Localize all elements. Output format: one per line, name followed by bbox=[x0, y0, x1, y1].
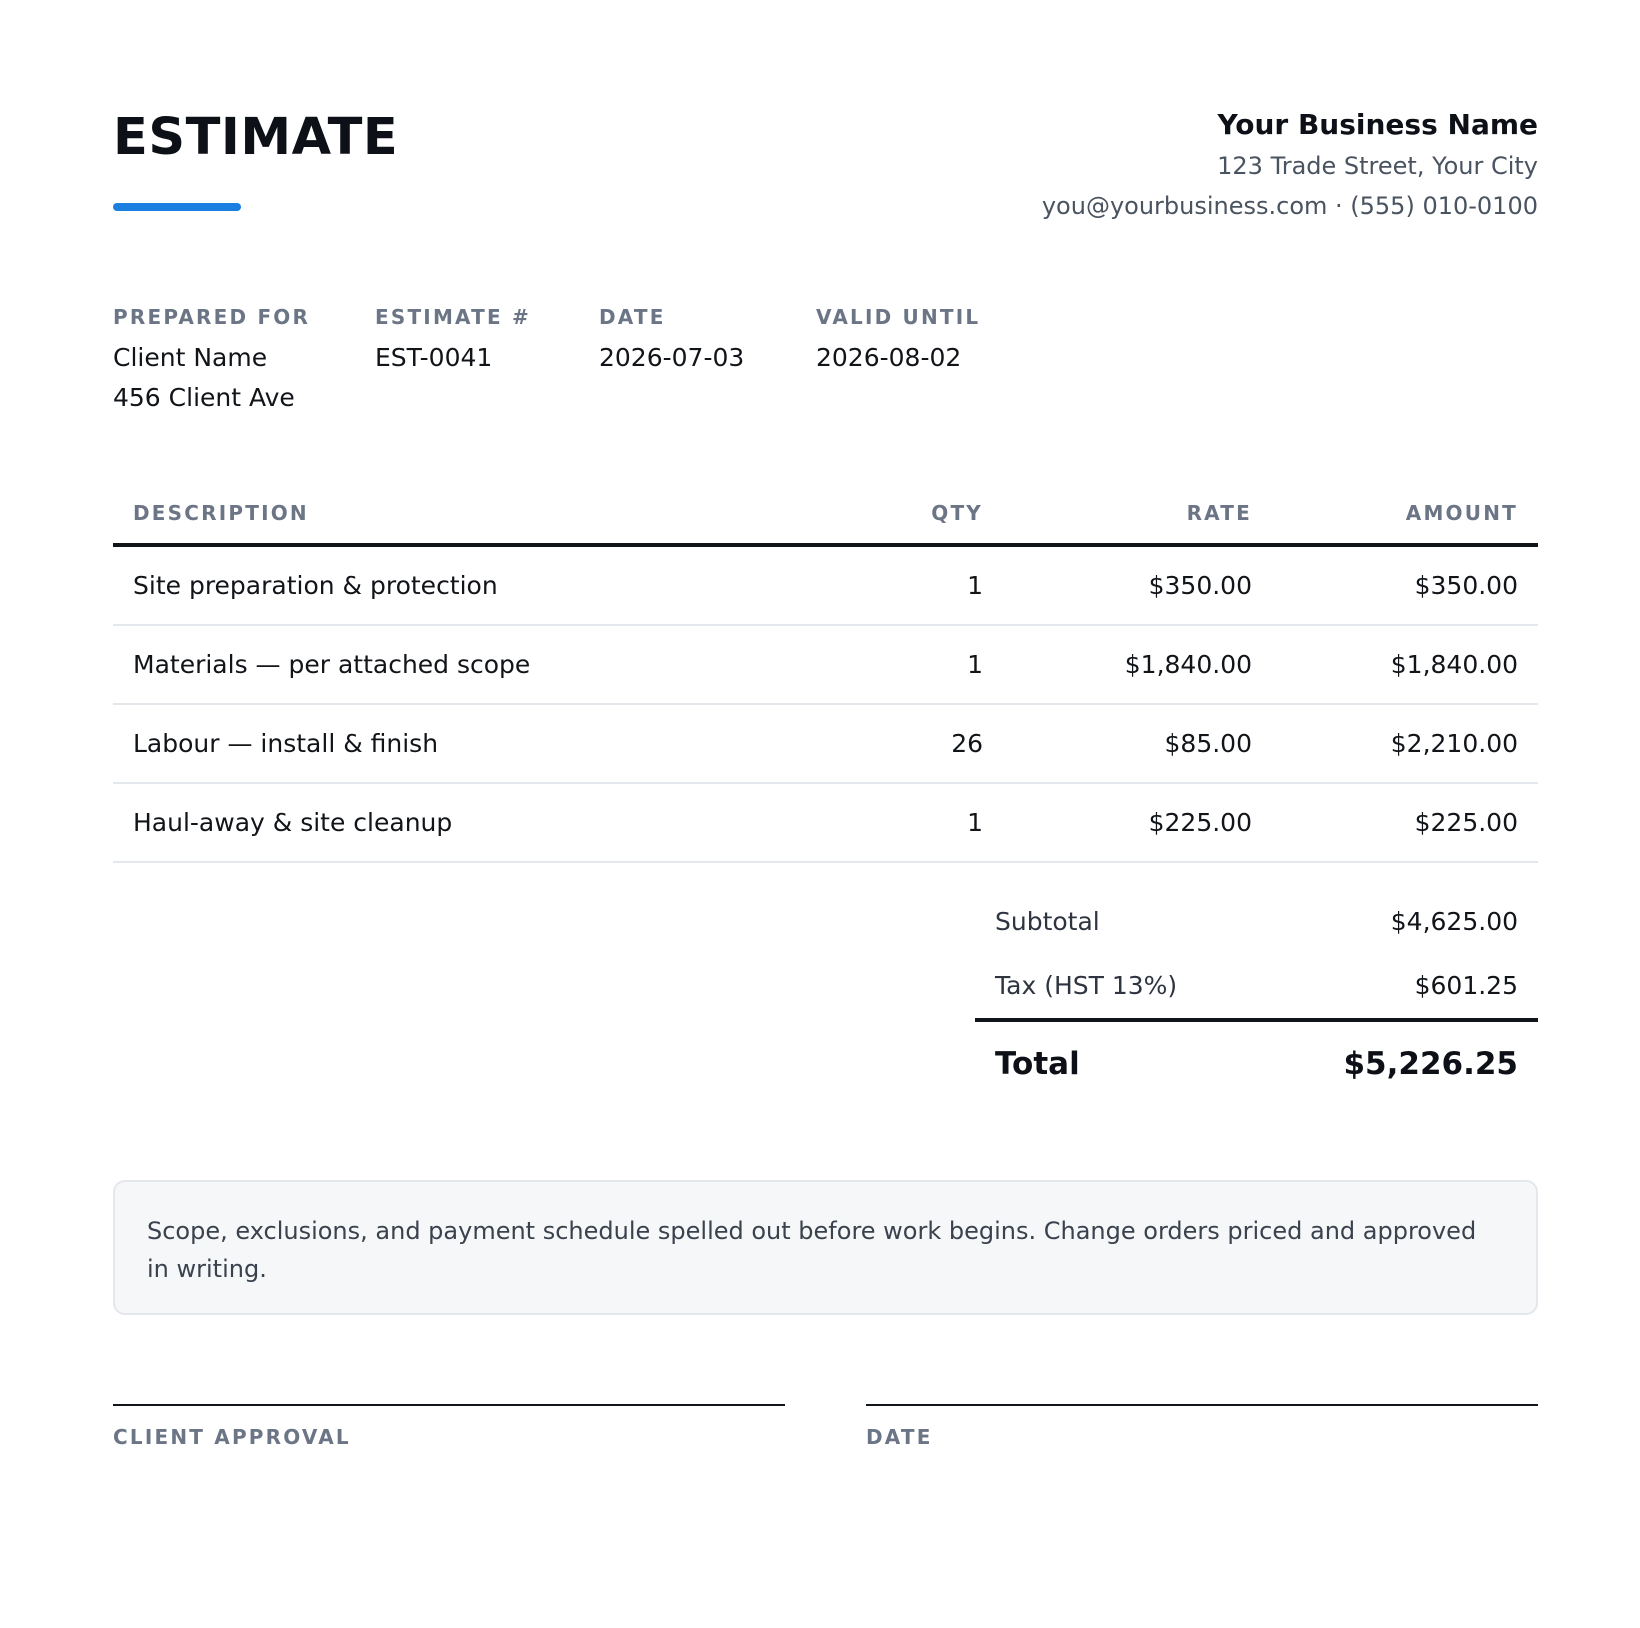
business-info bbox=[1042, 108, 1538, 226]
table-header bbox=[113, 478, 1538, 547]
totals-block bbox=[975, 890, 1538, 1112]
document-title: ESTIMATE bbox=[113, 108, 399, 167]
business-name: Your Business Name bbox=[1217, 108, 1538, 141]
subtotal-row bbox=[975, 890, 1538, 954]
row-description: Materials — per attached scope bbox=[133, 650, 531, 679]
approval-date-signature[interactable] bbox=[866, 1404, 1538, 1454]
estimate-page bbox=[113, 0, 1538, 1628]
total-value: $5,226.25 bbox=[1343, 1046, 1518, 1082]
client-address: 456 Client Ave bbox=[113, 383, 295, 412]
row-amount: $350.00 bbox=[1414, 571, 1518, 600]
row-amount: $1,840.00 bbox=[1390, 650, 1518, 679]
row-amount: $2,210.00 bbox=[1390, 729, 1518, 758]
row-rate: $85.00 bbox=[1164, 729, 1252, 758]
column-header-qty: QTY bbox=[931, 501, 983, 525]
tax-value: $601.25 bbox=[1414, 971, 1518, 1000]
row-qty: 1 bbox=[967, 650, 983, 679]
table-row bbox=[113, 784, 1538, 863]
subtotal-label: Subtotal bbox=[995, 907, 1100, 936]
date-value: 2026-07-03 bbox=[599, 343, 745, 372]
business-contact: you@yourbusiness.com · (555) 010-0100 bbox=[1041, 192, 1538, 220]
table-row bbox=[113, 705, 1538, 784]
client-approval-label: CLIENT APPROVAL bbox=[113, 1425, 351, 1449]
column-header-amount: AMOUNT bbox=[1405, 501, 1518, 525]
estimate-number-label: ESTIMATE # bbox=[375, 305, 532, 329]
date-line bbox=[866, 1404, 1538, 1406]
date-label: DATE bbox=[599, 305, 666, 329]
row-description: Haul-away & site cleanup bbox=[133, 808, 453, 837]
column-header-description: DESCRIPTION bbox=[133, 501, 309, 525]
estimate-number-block bbox=[375, 300, 531, 378]
approval-date-label: DATE bbox=[866, 1425, 933, 1449]
prepared-for-block bbox=[113, 300, 310, 418]
line-items-table bbox=[113, 478, 1538, 863]
row-qty: 26 bbox=[951, 729, 983, 758]
title-accent-bar bbox=[113, 203, 241, 211]
row-qty: 1 bbox=[967, 808, 983, 837]
tax-label: Tax (HST 13%) bbox=[995, 971, 1178, 1000]
notes-box bbox=[113, 1180, 1538, 1315]
total-row bbox=[975, 1022, 1538, 1112]
estimate-header bbox=[113, 0, 1538, 240]
prepared-for-label: PREPARED FOR bbox=[113, 305, 311, 329]
valid-until-value: 2026-08-02 bbox=[816, 343, 962, 372]
total-label: Total bbox=[995, 1046, 1080, 1082]
subtotal-value: $4,625.00 bbox=[1390, 907, 1518, 936]
business-address: 123 Trade Street, Your City bbox=[1217, 152, 1538, 180]
column-header-rate: RATE bbox=[1186, 501, 1252, 525]
signature-line bbox=[113, 1404, 785, 1406]
row-rate: $350.00 bbox=[1148, 571, 1252, 600]
valid-until-label: VALID UNTIL bbox=[816, 305, 981, 329]
client-name: Client Name bbox=[113, 343, 268, 372]
client-approval-signature[interactable] bbox=[113, 1404, 785, 1454]
row-rate: $1,840.00 bbox=[1124, 650, 1252, 679]
estimate-number-value: EST-0041 bbox=[375, 343, 493, 372]
row-description: Site preparation & protection bbox=[133, 571, 498, 600]
date-block bbox=[599, 300, 744, 378]
row-description: Labour — install & finish bbox=[133, 729, 439, 758]
table-row bbox=[113, 547, 1538, 626]
row-qty: 1 bbox=[967, 571, 983, 600]
table-row bbox=[113, 626, 1538, 705]
tax-row bbox=[975, 954, 1538, 1018]
row-amount: $225.00 bbox=[1414, 808, 1518, 837]
valid-until-block bbox=[816, 300, 980, 378]
notes-text: Scope, exclusions, and payment schedule spelled out before work begins. Change orders priced and approved in writing. bbox=[147, 1217, 1477, 1283]
row-rate: $225.00 bbox=[1148, 808, 1252, 837]
